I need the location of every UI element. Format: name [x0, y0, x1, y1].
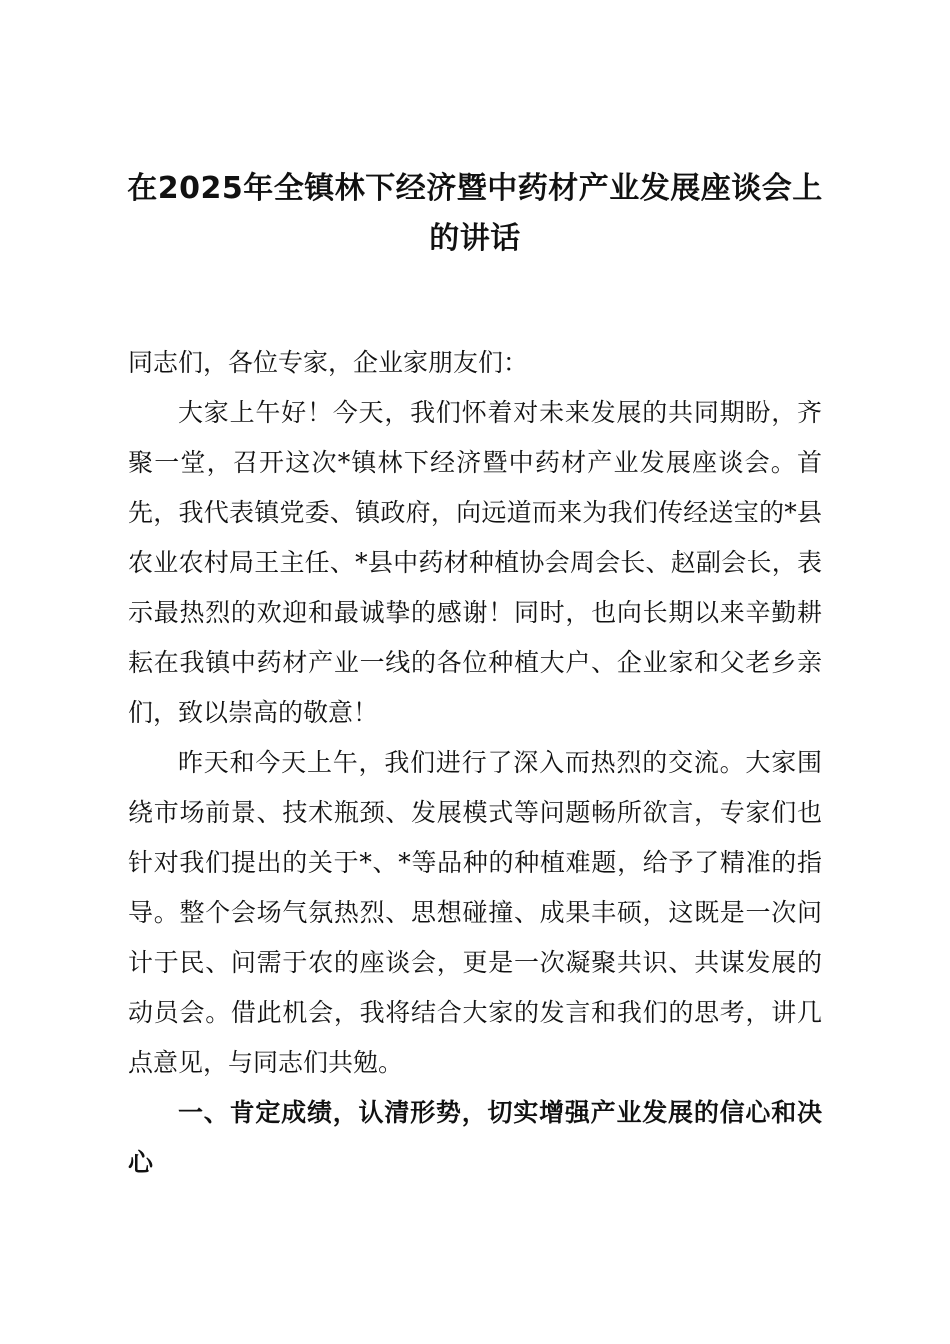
section-heading: 一、肯定成绩，认清形势，切实增强产业发展的信心和决心 [128, 1098, 822, 1177]
paragraph-exchange: 昨天和今天上午，我们进行了深入而热烈的交流。大家围绕市场前景、技术瓶颈、发展模式等问题畅所欲言，专家们也针对我们提出的关于*、*等品种的种植难题，给予了精准的指导。整个会场气氛热烈、思想碰撞、成果丰硕，这既是一次问计于民、问需于农的座谈会，更是一次凝聚共识、共谋发展的动员会。借此机会，我将结合大家的发言和我们的思考，讲几点意见，与同志们共勉。 [128, 748, 822, 1077]
document-title: 在2025年全镇林下经济暨中药材产业发展座谈会上的讲话 [127, 171, 823, 256]
document-body [128, 338, 822, 1188]
paragraph-opening: 大家上午好！今天，我们怀着对未来发展的共同期盼，齐聚一堂，召开这次*镇林下经济暨中药材产业发展座谈会。首先，我代表镇党委、镇政府，向远道而来为我们传经送宝的*县农业农村局王主任、*县中药材种植协会周会长、赵副会长，表示最热烈的欢迎和最诚挚的感谢！同时，也向长期以来辛勤耕耘在我镇中药材产业一线的各位种植大户、企业家和父老乡亲们，致以崇高的敬意！ [128, 398, 822, 727]
salutation: 同志们，各位专家，企业家朋友们： [128, 348, 529, 377]
